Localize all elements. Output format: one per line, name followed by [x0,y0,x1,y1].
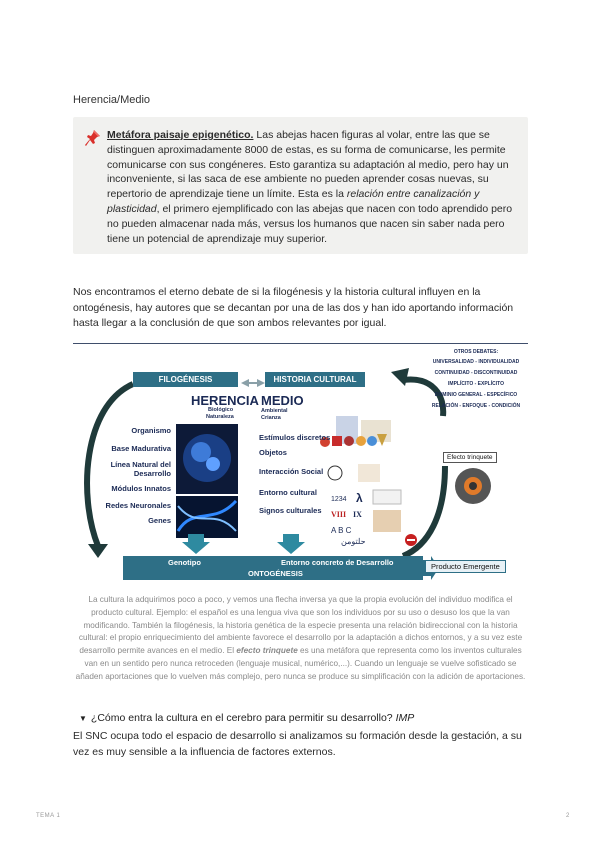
right-label: Entorno cultural [259,488,317,497]
right-label: Objetos [259,448,287,457]
caption-bold: efecto trinquete [236,646,298,656]
signs-numbers: 1234 [331,496,347,503]
medio-sub2: Crianza [261,415,281,421]
footer-page-number: 2 [566,813,570,819]
herencia-title: HERENCIA [191,393,259,408]
signs-lambda: λ [356,491,363,505]
callout-body-1: Las abejas hacen figuras al volar, entre las que se distinguen aproximadamente 8000 de estas, es su forma de comunicarse, les permite comunicarse con sus congéneres. Esto garantiza su adaptación al medio, pero hay un inconveniente, si las saca de ese ambiente no pueden aprender cosas nuevas, su repertorio de aprendizaje tiene un límite. Esta es la [107,129,509,201]
caption-text-1: La cultura la adquirimos poco a poco, y vemos una flecha inversa ya que la propia evolución del individuo modifica el producto cultural. Ejemplo: el español es una lengua viva que son los individuos por su uso o desuso los que la van modificando. También la filogénesis, la historia genética de la especie presenta una relación bidireccional con la historia cultural: el propio enriquecimiento del ambiente favorece el desarrollo por la adaptación a dichos entornos, y a su vez este desarrollo permite avances en el medio. El [78,595,523,656]
otros-line: DOMINIO GENERAL - ESPECÍFICO [434,392,518,398]
intro-paragraph: Nos encontramos el eterno debate de si la filogénesis y la historia cultural influyen en la ontogénesis, hay autores que se decantan por una de las dos y han ido aportando información hasta llegar a la conclusión de que son ambos relevantes por igual. [73,286,514,329]
toggle-label: ¿Cómo entra la cultura en el cerebro para permitir su desarrollo? [90,712,396,724]
toggle-triangle-icon[interactable]: ▼ [79,714,87,723]
left-label: Genes [148,516,171,525]
herencia-sub1: Biológico [208,407,234,413]
filogenesis-box: FILOGÉNESIS [133,372,238,387]
left-label: Base Madurativa [111,444,171,453]
otros-line: OTROS DEBATES: [453,349,499,355]
left-label: Redes Neuronales [105,501,171,510]
callout-italic: relación entre canalización y plasticidad [107,188,480,215]
pushpin-icon [85,129,101,147]
callout-text [107,128,517,246]
right-label: Signos culturales [259,506,322,515]
historia-cultural-box: HISTORIA CULTURAL [265,372,365,387]
figure-caption [73,594,528,684]
herencia-sub2: Naturaleza [206,414,234,420]
medio-sub1: Ambiental [261,408,288,414]
toggle-tag: IMP [395,712,415,724]
callout-block [73,117,528,254]
left-label: Línea Natural del Desarrollo [110,460,171,478]
left-label: Módulos Innatos [111,484,171,493]
section-title: Herencia/Medio [73,94,151,106]
efecto-trinquete-box: Efecto trinquete [443,452,497,463]
footer-chapter: TEMA 1 [36,813,61,819]
right-label: Interacción Social [259,467,324,476]
medio-title: MEDIO [261,393,304,408]
divider [73,343,528,344]
otros-line: IMPLÍCITO - EXPLÍCITO [448,381,504,387]
ontogenesis-label: ONTOGÉNESIS [248,569,303,578]
entorno-label: Entorno concreto de Desarrollo [281,558,394,567]
otros-line: CONTINUIDAD - DISCONTINUIDAD [434,370,518,376]
otros-line: UNIVERSALIDAD - INDIVIDUALIDAD [432,359,520,365]
caption-text-2: es una metáfora que representa como los inventos culturales van en un sentido pero nunca retroceden (lenguaje musical, numérico,...). Cuando un lenguaje se vuelve sofisticado se añaden aportaciones que lo vuelven más complejo, pero nunca se produce su simplificación con la adición de aportaciones. [75,646,526,681]
genotipo-label: Genotipo [168,558,201,567]
signs-roman2: IX [353,510,362,519]
toggle-paragraph: El SNC ocupa todo el espacio de desarrollo si analizamos su formación desde la gestación, a su vez es muy sensible a la influencia de factores externos. [73,730,522,758]
producto-emergente-box: Producto Emergente [425,560,506,573]
callout-body-2: , el primero ejemplificado con las abejas que nacen con todo aprendido pero no pueden almacenar nada más, versus los humanos que nacen sin saber nada pero tiene un potencial de aprendizaje muy superior. [107,202,513,245]
right-label: Estímulos discretos [259,433,331,442]
otros-line: RELACIÓN - ENFOQUE - CONDICIÓN [431,403,521,409]
signs-abc: A B C [331,526,352,535]
signs-roman1: VIII [331,510,347,519]
signs-arabic: حلتومن [341,537,366,546]
toggle-block[interactable] [79,712,414,724]
left-label: Organismo [131,426,171,435]
callout-lead: Metáfora paisaje epigenético. [107,129,254,141]
diagram-figure [73,346,528,586]
